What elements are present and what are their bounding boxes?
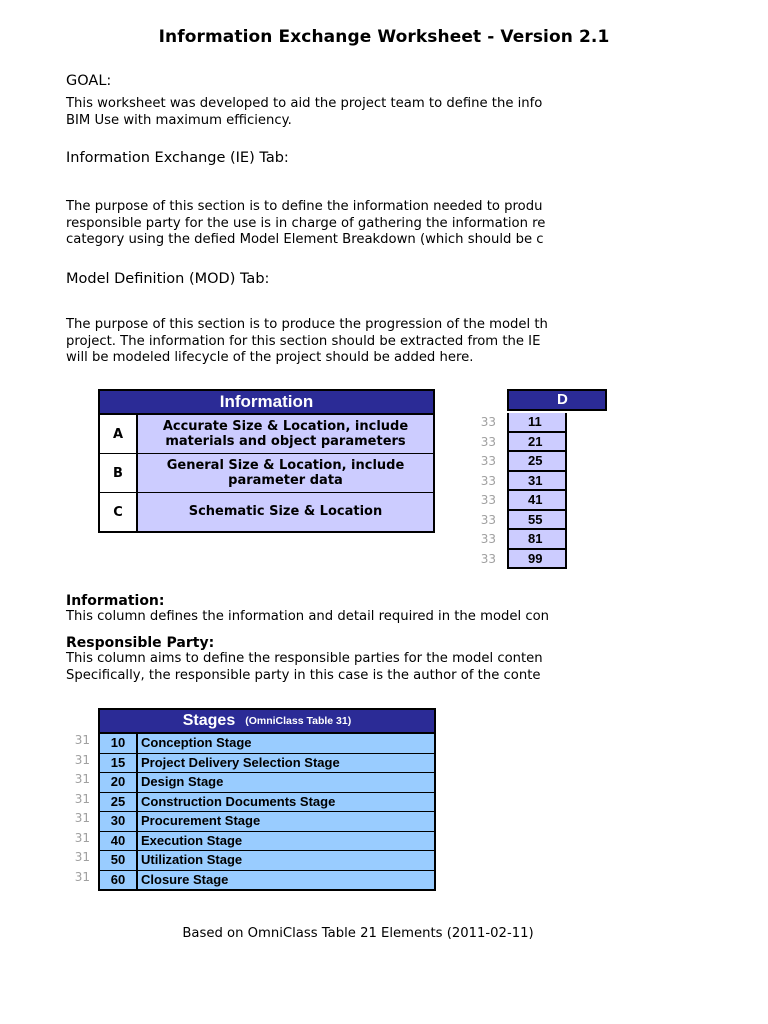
stage-ref: 31 <box>74 752 90 767</box>
stage-ref: 31 <box>74 869 90 884</box>
detail-ref: 33 <box>480 434 496 449</box>
detail-code: 25 <box>507 452 567 472</box>
mod-tab-line: project. The information for this section should be extracted from the IE <box>66 333 541 349</box>
detail-row <box>470 491 564 511</box>
information-def-text <box>66 609 563 626</box>
information-description: General Size & Location, include parameter data <box>138 454 433 492</box>
information-description: Accurate Size & Location, include materials and object parameters <box>138 415 433 453</box>
stage-name: Execution Stage <box>138 832 434 851</box>
detail-row <box>470 413 564 433</box>
responsible-party-heading: Responsible Party: <box>66 635 215 651</box>
stage-row <box>100 811 434 831</box>
ie-tab-line: category using the defied Model Element Breakdown (which should be c <box>66 232 544 248</box>
stage-name: Project Delivery Selection Stage <box>138 754 434 773</box>
stages-title: Stages <box>182 712 236 729</box>
detail-row <box>470 433 564 453</box>
information-code: A <box>100 415 138 453</box>
mod-tab-text <box>66 317 563 367</box>
stage-ref: 31 <box>74 830 90 845</box>
stage-ref: 31 <box>74 733 90 747</box>
detail-code: 81 <box>507 530 567 550</box>
stage-name: Conception Stage <box>138 734 434 753</box>
stage-ref: 31 <box>74 791 90 806</box>
detail-ref: 33 <box>480 454 496 468</box>
stage-code: 25 <box>100 793 138 812</box>
stage-ref: 31 <box>74 772 90 786</box>
stage-code: 15 <box>100 754 138 773</box>
stage-ref: 31 <box>74 811 90 825</box>
ie-tab-text <box>66 199 563 249</box>
detail-code: 11 <box>507 413 567 433</box>
stage-code: 40 <box>100 832 138 851</box>
goal-line: BIM Use with maximum efficiency. <box>66 112 292 128</box>
information-row <box>100 492 433 531</box>
information-code: C <box>100 493 138 531</box>
information-description: Schematic Size & Location <box>138 493 433 531</box>
stages-table-header <box>100 710 434 733</box>
detail-code: 99 <box>507 550 567 570</box>
information-def-heading: Information: <box>66 593 165 609</box>
ie-tab-line: responsible party for the use is in charge of gathering the information re <box>66 215 546 231</box>
responsible-party-line: Specifically, the responsible party in this case is the author of the conte <box>66 667 541 683</box>
detail-code: 31 <box>507 472 567 492</box>
responsible-party-line: This column aims to define the responsible parties for the model conten <box>66 651 543 666</box>
detail-ref: 33 <box>480 415 496 429</box>
mod-tab-line: The purpose of this section is to produce the progression of the model th <box>66 317 548 332</box>
information-code: B <box>100 454 138 492</box>
detail-ref: 33 <box>480 512 496 527</box>
goal-text <box>66 96 563 129</box>
detail-ref: 33 <box>480 493 496 507</box>
detail-ref: 33 <box>480 532 496 546</box>
mod-tab-line: will be modeled lifecycle of the project should be added here. <box>66 350 474 366</box>
detail-table-clipped <box>470 389 568 573</box>
stage-row <box>100 792 434 812</box>
detail-row <box>470 472 564 492</box>
stage-row <box>100 870 434 890</box>
goal-heading: GOAL: <box>66 73 112 89</box>
responsible-party-text <box>66 651 563 684</box>
stage-name: Construction Documents Stage <box>138 793 434 812</box>
detail-code: 41 <box>507 491 567 511</box>
detail-ref: 33 <box>480 551 496 566</box>
ie-tab-heading: Information Exchange (IE) Tab: <box>66 150 289 166</box>
stages-table <box>98 708 436 891</box>
detail-row <box>470 550 564 570</box>
stage-code: 20 <box>100 773 138 792</box>
detail-code: 55 <box>507 511 567 531</box>
detail-ref: 33 <box>480 473 496 488</box>
stage-ref: 31 <box>74 850 90 864</box>
stage-row <box>100 753 434 773</box>
stage-name: Utilization Stage <box>138 851 434 870</box>
information-table <box>98 389 435 533</box>
detail-row <box>470 452 564 472</box>
information-row <box>100 414 433 453</box>
stage-row <box>100 831 434 851</box>
footer-note: Based on OmniClass Table 21 Elements (2011-02-11) <box>182 926 534 941</box>
detail-table-header: D <box>507 389 607 411</box>
stage-name: Design Stage <box>138 773 434 792</box>
detail-code: 21 <box>507 433 567 453</box>
stage-code: 60 <box>100 871 138 890</box>
mod-tab-heading: Model Definition (MOD) Tab: <box>66 271 270 287</box>
stages-subtitle: (OmniClass Table 31) <box>245 715 352 727</box>
stage-code: 10 <box>100 734 138 753</box>
stage-row <box>100 772 434 792</box>
stage-name: Procurement Stage <box>138 812 434 831</box>
stage-ref-column <box>64 731 90 887</box>
goal-line: This worksheet was developed to aid the project team to define the info <box>66 96 543 111</box>
information-table-header: Information <box>100 391 433 414</box>
ie-tab-line: The purpose of this section is to define the information needed to produ <box>66 199 543 214</box>
stage-code: 50 <box>100 851 138 870</box>
stage-row <box>100 733 434 753</box>
detail-row <box>470 511 564 531</box>
information-row <box>100 453 433 492</box>
stage-name: Closure Stage <box>138 871 434 890</box>
stage-code: 30 <box>100 812 138 831</box>
detail-row <box>470 530 564 550</box>
stage-row <box>100 850 434 870</box>
information-def-line: This column defines the information and detail required in the model con <box>66 609 550 624</box>
page-title: Information Exchange Worksheet - Version 2.1 <box>158 27 610 47</box>
